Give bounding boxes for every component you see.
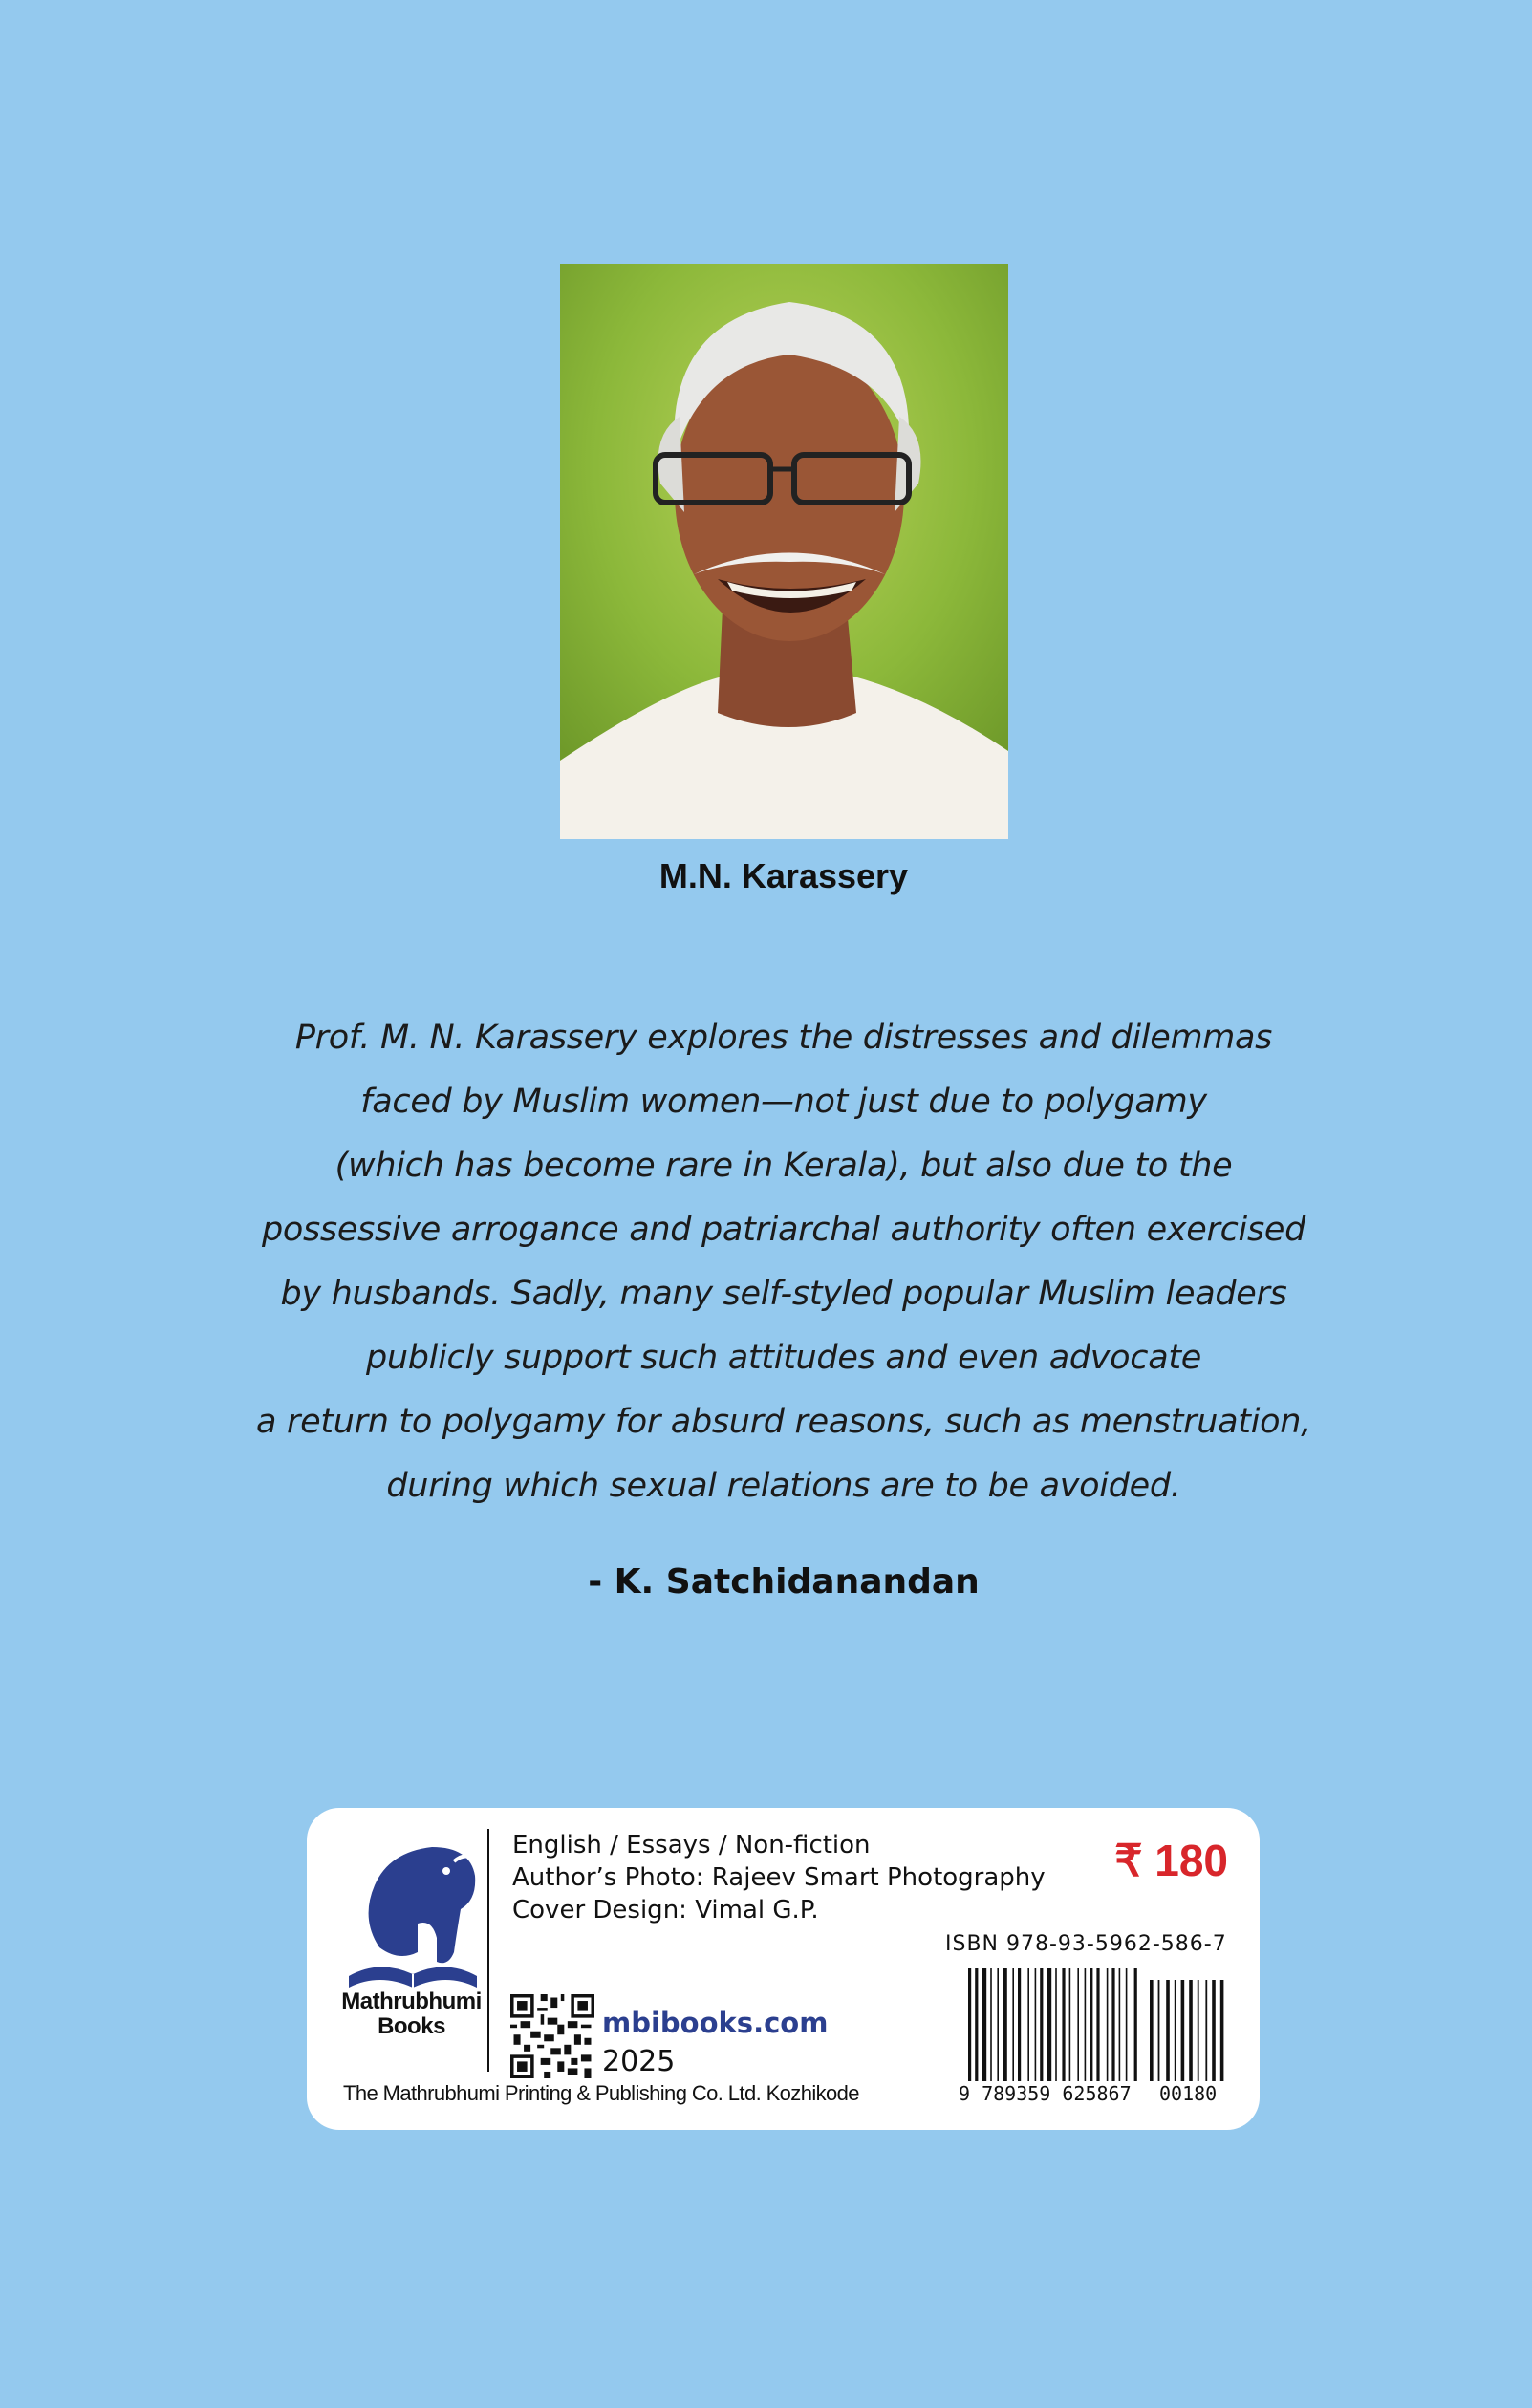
isbn-label: ISBN 978-93-5962-586-7 — [945, 1932, 1227, 1956]
author-portrait-photo-icon — [560, 264, 1008, 839]
blurb-line: during which sexual relations are to be avoided. — [386, 1467, 1181, 1505]
website-link[interactable]: mbibooks.com — [602, 2007, 829, 2039]
barcode-addon-digits: 00180 — [1159, 2082, 1218, 2105]
barcode-icon — [968, 1968, 1234, 2081]
logo-wordmark — [328, 1989, 495, 2039]
logo-wordmark-line: Mathrubhumi — [341, 1989, 482, 2014]
book-meta — [512, 1829, 1046, 1926]
meta-line-cover-credit: Cover Design: Vimal G.P. — [512, 1896, 819, 1924]
publication-year: 2025 — [602, 2045, 676, 2078]
elephant-book-logo-icon — [341, 1833, 485, 2005]
blurb-line: publicly support such attitudes and even advocate — [365, 1339, 1202, 1377]
blurb-line: by husbands. Sadly, many self-styled popular Muslim leaders — [280, 1275, 1287, 1313]
publisher-name: The Mathrubhumi Printing & Publishing Co. Ltd. Kozhikode — [343, 2081, 859, 2105]
publisher-info-card — [307, 1808, 1260, 2130]
blurb-line: faced by Muslim women—not just due to polygamy — [360, 1083, 1207, 1121]
qr-code-icon — [510, 1994, 594, 2078]
author-photo — [560, 264, 1008, 839]
price-label: ₹ 180 — [1114, 1836, 1228, 1885]
blurb-line: (which has become rare in Kerala), but also due to the — [334, 1147, 1233, 1185]
blurb-quote — [220, 1006, 1348, 1518]
blurb-line: a return to polygamy for absurd reasons, such as menstruation, — [256, 1403, 1311, 1441]
author-name: M.N. Karassery — [658, 856, 909, 895]
blurb-attribution: - K. Satchidanandan — [588, 1562, 980, 1602]
barcode-digits: 9 789359 625867 — [959, 2082, 1132, 2105]
meta-line-genre: English / Essays / Non-fiction — [512, 1831, 871, 1860]
blurb-line: Prof. M. N. Karassery explores the distresses and dilemmas — [294, 1019, 1273, 1057]
card-divider — [487, 1829, 489, 2072]
blurb-line: possessive arrogance and patriarchal authority often exercised — [261, 1211, 1306, 1249]
logo-wordmark-line: Books — [378, 2013, 445, 2039]
meta-line-photo-credit: Author’s Photo: Rajeev Smart Photography — [512, 1863, 1046, 1892]
